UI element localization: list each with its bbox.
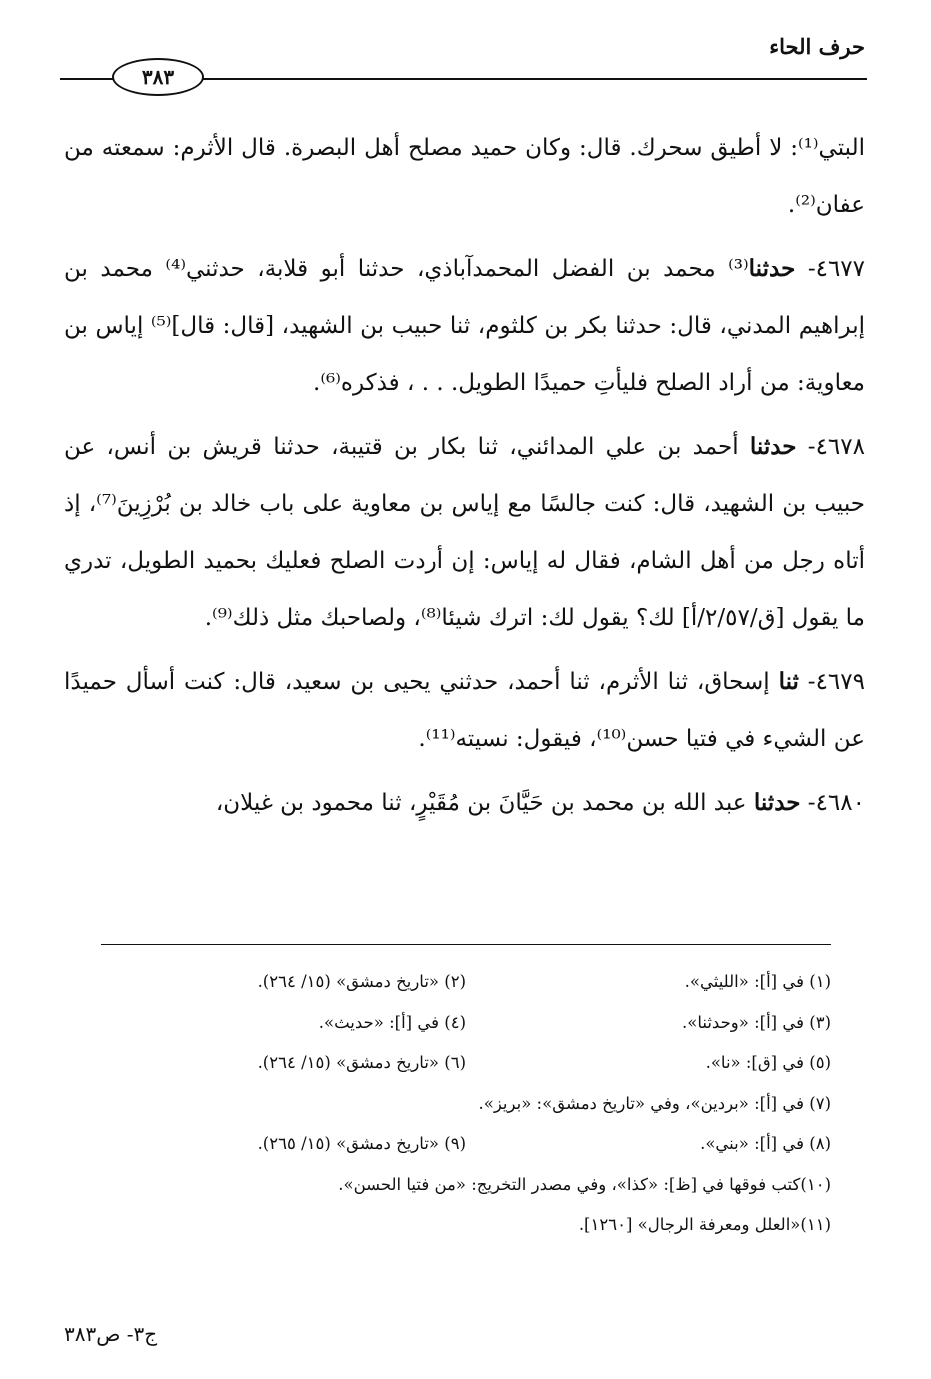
footnote: (١١)«العلل ومعرفة الرجال» [١٢٦٠].	[578, 1215, 831, 1234]
page-number-badge: ٣٨٣	[112, 58, 204, 96]
paragraph	[64, 774, 865, 832]
footnote-row	[101, 1043, 831, 1084]
main-text	[64, 120, 865, 838]
footnote: (٤) في [أ]: «حديث».	[318, 1012, 466, 1032]
footnotes	[101, 962, 831, 1246]
paragraph-text: ⁽³⁾ محمد بن الفضل المحمدآباذي، حدثنا أبو قلابة، حدثني⁽⁴⁾ محمد بن إبراهيم المدني، قال: حدثنا بكر بن كلثوم، ثنا حبيب بن الشهيد، [قال: قال]⁽⁵⁾ إياس بن معاوية: من أراد الصلح فليأتِ حميدًا الطويل. . . ، فذكره⁽⁶⁾.	[64, 256, 865, 396]
paragraph-text: عبد الله بن محمد بن حَيَّانَ بن مُقَيْرٍ، ثنا محمود بن غيلان،	[215, 790, 754, 816]
hadith-number: ٤٦٧٨-	[807, 434, 865, 460]
footnote-row	[101, 1003, 831, 1044]
footnote: (٣) في [أ]: «وحدثنا».	[681, 1012, 831, 1032]
paragraph	[64, 120, 865, 234]
footnote-row	[101, 1124, 831, 1165]
narration-keyword: حدثنا	[753, 789, 801, 816]
narration-keyword: ثنا	[778, 668, 799, 695]
hadith-number: ٤٦٨٠-	[807, 790, 865, 816]
footnote: (٦) «تاريخ دمشق» (١٥/ ٢٦٤).	[257, 1053, 466, 1072]
footnote: (٨) في [أ]: «بني».	[700, 1134, 831, 1153]
footnote: (٧) في [أ]: «بردين»، وفي «تاريخ دمشق»: «بريز».	[478, 1093, 831, 1113]
hadith-number: ٤٦٧٧-	[807, 256, 866, 282]
paragraph-text: البتي⁽¹⁾: لا أطيق سحرك. قال: وكان حميد مصلح أهل البصرة. قال الأثرم: سمعته من عفان⁽²⁾.	[64, 135, 865, 218]
paragraph-text: أحمد بن علي المدائني، ثنا بكار بن قتيبة، حدثنا قريش بن أنس، عن حبيب بن الشهيد، قال: كنت جالسًا مع إياس بن معاوية على باب خالد بن بُرْزِينَ⁽⁷⁾، إذ أتاه رجل من أهل الشام، فقال له إياس: إن أردت الصلح فعليك بحميد الطويل، تدري ما يقول [ق/٢/٥٧/أ] لك؟ يقول لك: اترك شيئا⁽⁸⁾، ولصاحبك مثل ذلك⁽⁹⁾.	[64, 434, 866, 631]
paragraph	[64, 653, 865, 768]
footnote-row	[101, 1084, 831, 1125]
footnote-rule	[101, 944, 831, 945]
paragraph	[64, 418, 865, 647]
footnote: (٢) «تاريخ دمشق» (١٥/ ٢٦٤).	[257, 972, 466, 991]
footnote: (٥) في [ق]: «نا».	[705, 1053, 831, 1072]
paragraph-text: إسحاق، ثنا الأثرم، ثنا أحمد، حدثني يحيى بن سعيد، قال: كنت أسأل حميدًا عن الشيء في فتيا حسن⁽¹⁰⁾، فيقول: نسيته⁽¹¹⁾.	[64, 669, 865, 752]
paragraph	[64, 240, 865, 412]
footnote-row	[101, 962, 831, 1003]
footnote-row	[101, 1205, 831, 1246]
running-title: حرف الحاء	[769, 34, 865, 59]
footnote: (٩) «تاريخ دمشق» (١٥/ ٢٦٥).	[257, 1134, 466, 1153]
footnote: (١) في [أ]: «الليثي».	[684, 972, 831, 991]
narration-keyword: حدثنا	[748, 255, 796, 282]
footnote-row	[101, 1165, 831, 1206]
page-reference: ج٣- ص٣٨٣	[64, 1322, 158, 1346]
footnote: (١٠)كتب فوقها في [ظ]: «كذا»، وفي مصدر التخريج: «من فتيا الحسن».	[338, 1174, 831, 1194]
hadith-number: ٤٦٧٩-	[807, 669, 865, 695]
narration-keyword: حدثنا	[749, 433, 797, 460]
